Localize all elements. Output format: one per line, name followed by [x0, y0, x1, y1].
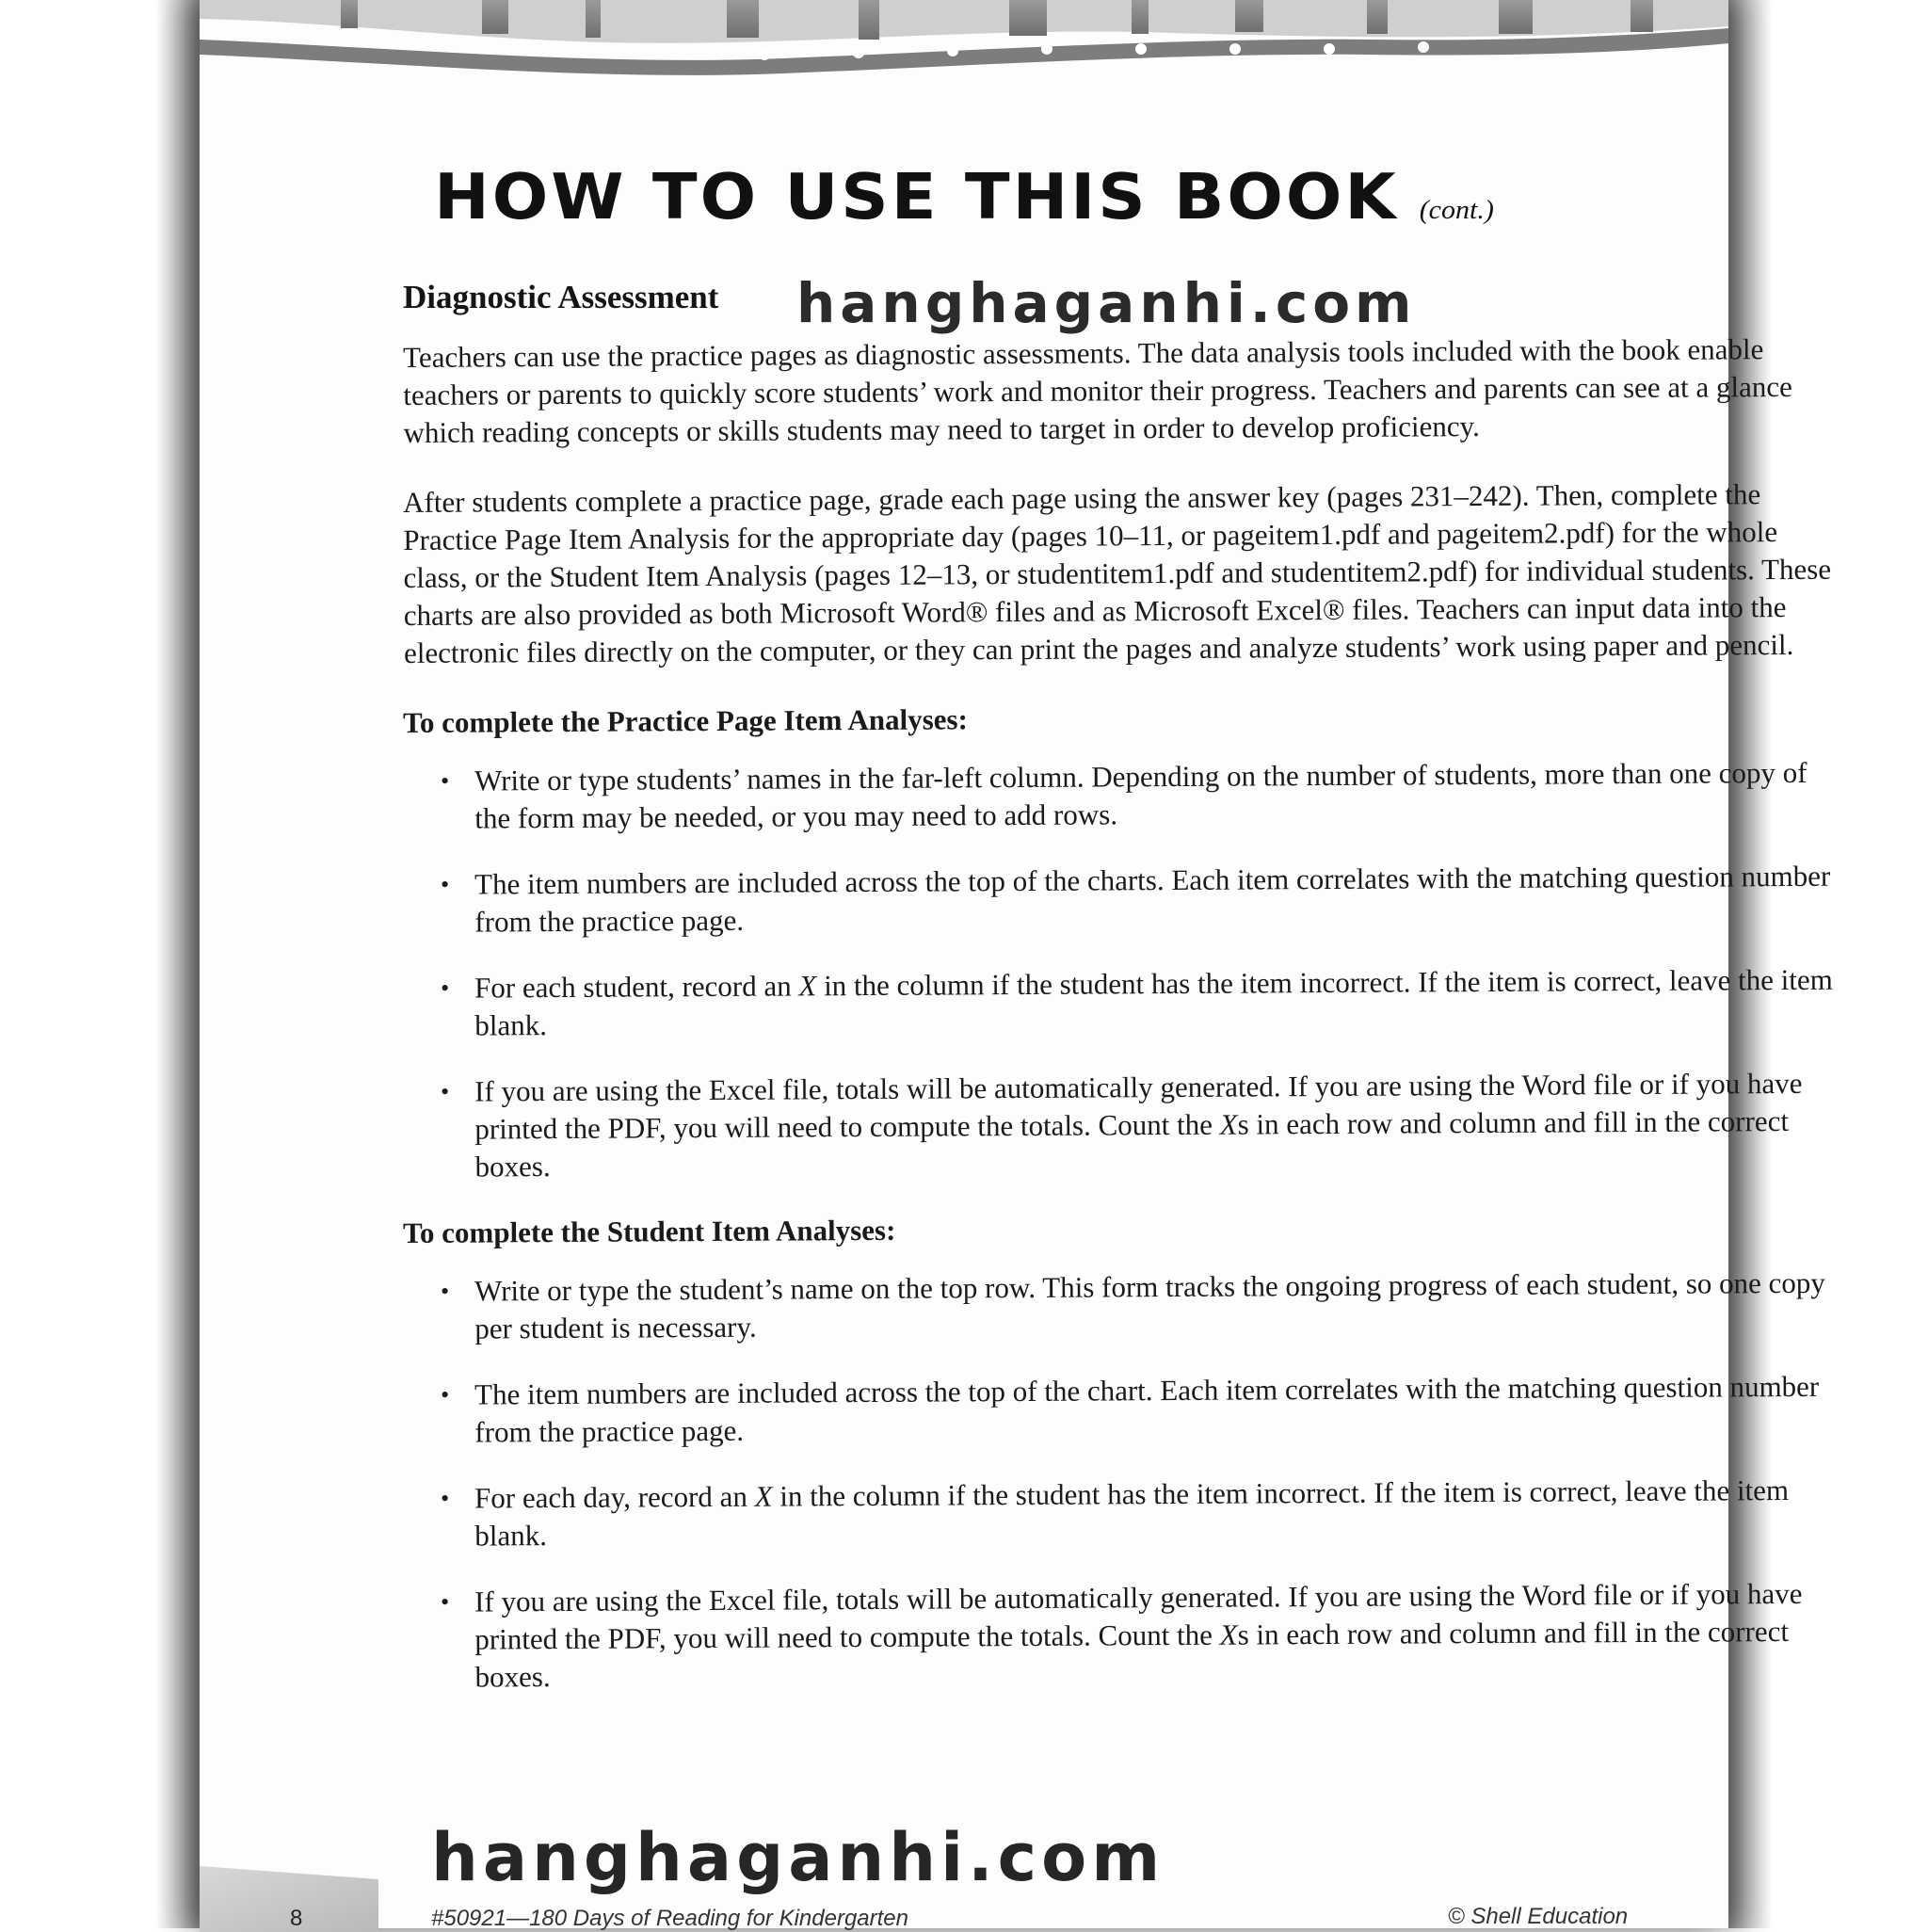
decorative-header-band: [200, 0, 1728, 85]
page-title-text: HOW TO USE THIS BOOK: [434, 160, 1399, 233]
student-item-steps-list: [403, 1265, 1834, 1697]
bullet-icon: •: [441, 1484, 450, 1512]
list-item-text-em: X: [754, 1479, 773, 1513]
list-item-text: The item numbers are included across the top of the charts. Each item correlates with the matching question number from the practice page.: [474, 859, 1831, 939]
page-title-suffix: (cont.): [1419, 195, 1494, 225]
practice-page-steps-list: [403, 755, 1834, 1186]
list-item-text: Write or type students’ names in the far-left column. Depending on the number of students, more than one copy of the form may be needed, or you may need to add rows.: [474, 755, 1808, 835]
page-body: [403, 332, 1834, 1725]
bullet-icon: •: [441, 974, 450, 1002]
section-heading: Diagnostic Assessment: [403, 279, 719, 315]
list-item-text-pre: For each student, record an: [474, 969, 799, 1005]
footer-corner-shade: [200, 1866, 378, 1932]
list-item-text: Write or type the student’s name on the top row. This form tracks the ongoing progress of each student, so one copy per student is necessary.: [474, 1265, 1825, 1345]
subsection-heading-practice-page: To complete the Practice Page Item Analyses:: [403, 702, 968, 739]
list-item-text-pre: For each day, record an: [474, 1479, 755, 1515]
list-item-text-post: s in each row and column and fill in the correct boxes.: [474, 1615, 1790, 1694]
header-stripes-graphic: [200, 0, 1728, 85]
list-item-text-post: in the column if the student has the item incorrect. If the item is correct, leave the item blank.: [474, 1473, 1790, 1553]
watermark-top: hanghaganhi.com: [796, 271, 1417, 335]
subsection-heading-student-item: To complete the Student Item Analyses:: [403, 1213, 896, 1249]
bullet-icon: •: [441, 870, 450, 898]
watermark-bottom: hanghaganhi.com: [431, 1819, 1165, 1896]
list-item: [403, 1065, 1835, 1186]
list-item: [403, 1472, 1834, 1555]
list-item-text: The item numbers are included across the top of the chart. Each item correlates with the matching question number from the practice page.: [474, 1369, 1820, 1449]
list-item: [403, 1264, 1834, 1348]
bullet-icon: •: [441, 1077, 450, 1105]
list-item-text-em: X: [1219, 1107, 1238, 1141]
list-item-text-em: X: [1219, 1618, 1238, 1651]
bullet-icon: •: [441, 1380, 450, 1409]
list-item-text-post: s in each row and column and fill in the correct boxes.: [474, 1104, 1790, 1183]
list-item: [403, 754, 1834, 838]
page-edge-left: [156, 0, 200, 1928]
list-item-text-pre: If you are using the Excel file, totals will be automatically generated. If you are using the Word file or if you have printed the PDF, you will need to compute the totals. Count the: [474, 1066, 1803, 1146]
bullet-icon: •: [441, 766, 450, 795]
body-paragraph: Teachers can use the practice pages as diagnostic assessments. The data analysis tools included with the book enable teachers or parents to quickly score students’ work and monitor their progress. Teachers and parents can see at a glance which reading concepts or skills students may need to target in order to develop proficiency.: [403, 332, 1792, 449]
list-item-text-pre: If you are using the Excel file, totals will be automatically generated. If you are using the Word file or if you have printed the PDF, you will need to compute the totals. Count the: [474, 1576, 1803, 1656]
body-paragraph: After students complete a practice page, grade each page using the answer key (pages 231–242). Then, complete the Practice Page Item Analysis for the appropriate day (pages 10–11, or pageitem1.pdf and pageitem2.pdf) for the whole class, or the Student Item Analysis (pages 12–13, or studentitem1.pdf and studentitem2.pdf) for individual students. These charts are also provided as both Microsoft Word® files and as Microsoft Excel® files. Teachers can input data into the electronic files directly on the computer, or they can print the pages and analyze students’ work using paper and pencil.: [403, 477, 1832, 669]
page-number: 8: [290, 1906, 303, 1931]
book-reference: #50921—180 Days of Reading for Kindergarten: [431, 1906, 908, 1931]
copyright-notice: © Shell Education: [1448, 1904, 1629, 1929]
list-item: [403, 858, 1834, 942]
bullet-icon: •: [441, 1277, 450, 1305]
list-item-text-post: in the column if the student has the item incorrect. If the item is correct, leave the item blank.: [474, 962, 1833, 1042]
list-item: [403, 1368, 1834, 1452]
page-title: [200, 160, 1728, 233]
bullet-icon: •: [441, 1587, 450, 1616]
list-item: [403, 1575, 1835, 1697]
list-item-text-em: X: [798, 969, 817, 1003]
list-item: [403, 961, 1834, 1045]
